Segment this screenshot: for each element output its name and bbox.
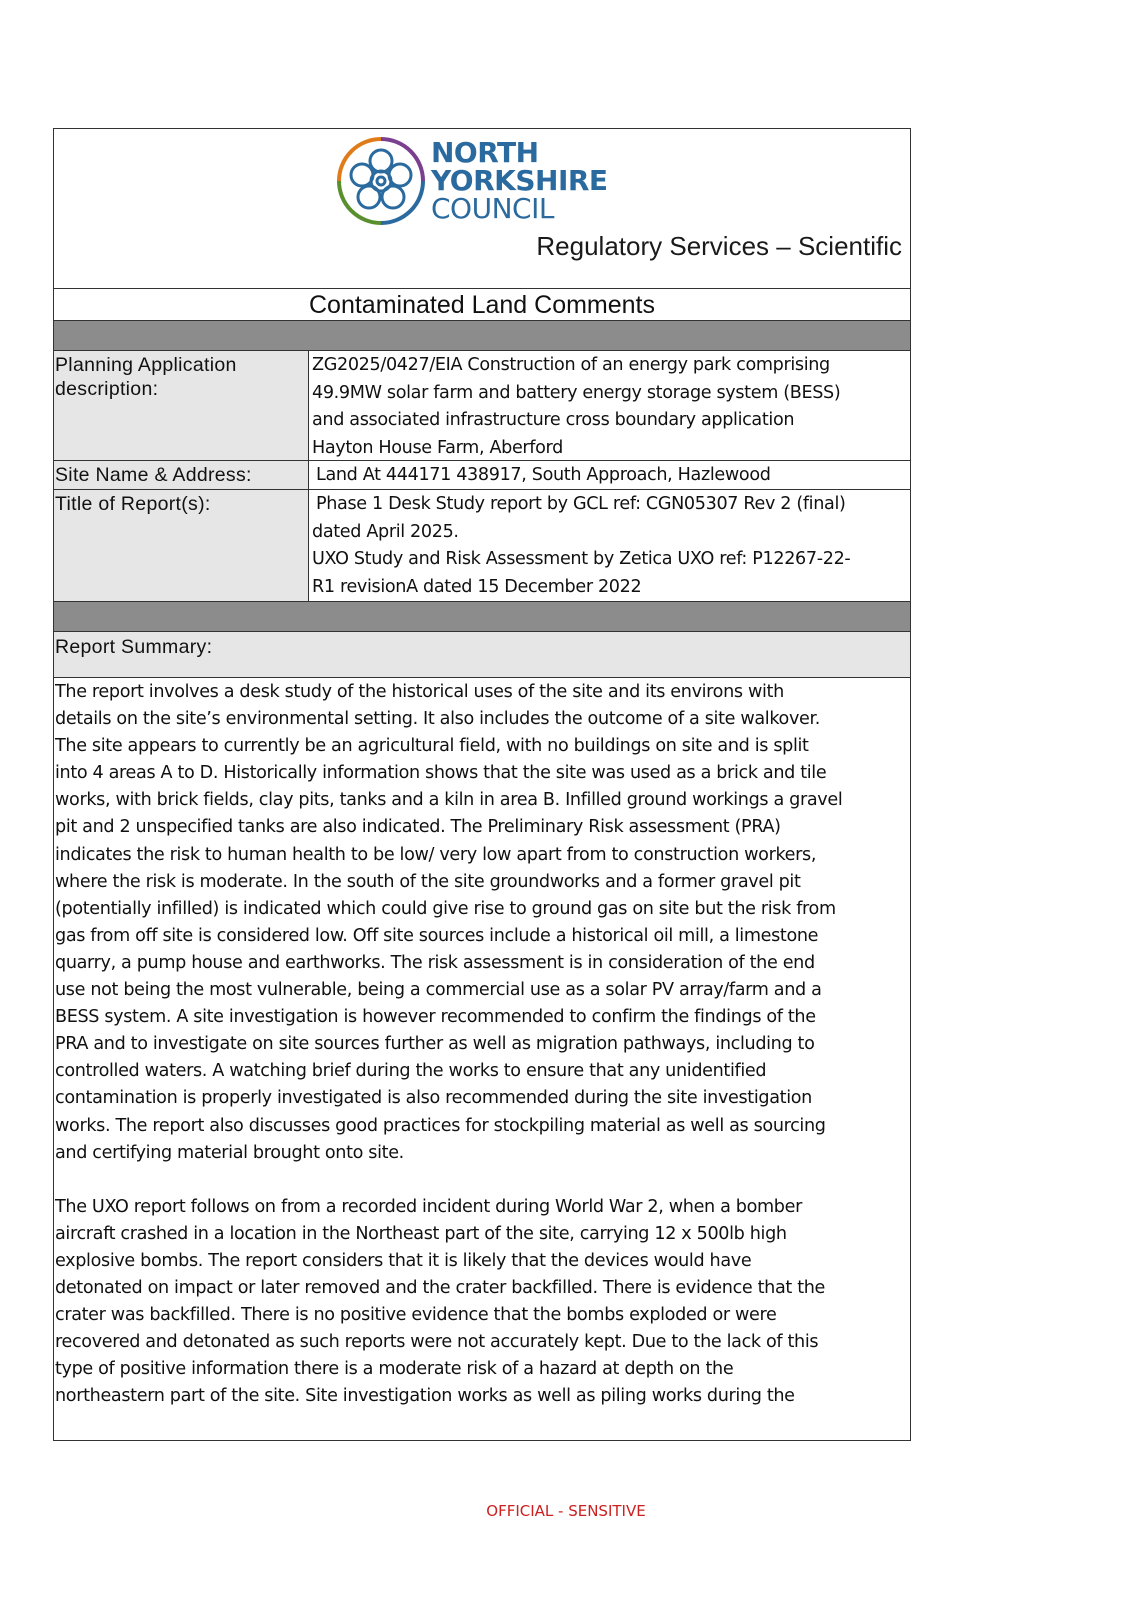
logo-line-council: COUNCIL [431,192,554,225]
form-title-row [54,288,910,321]
text-line: details on the site’s environmental setting. It also includes the outcome of a site walkover. [55,709,821,730]
report-summary-label: Report Summary: [55,636,213,658]
text-line: works, with brick fields, clay pits, tanks and a kiln in area B. Infilled ground workings a gravel [55,790,843,811]
site-name-label: Site Name & Address: [54,461,309,489]
text-line: The site appears to currently be an agricultural field, with no buildings on site and is split [55,736,809,757]
planning-application-value [309,351,910,460]
department-title: Regulatory Services – Scientific [536,231,902,261]
text-line: indicates the risk to human health to be low/ very low apart from to construction workers, [55,844,817,865]
text-line: and certifying material brought onto site. [55,1142,404,1163]
text-line: contamination is properly investigated is also recommended during the site investigation [55,1088,812,1109]
planning-application-row [54,351,910,461]
text-line: use not being the most vulnerable, being a commercial use as a solar PV array/farm and a [55,980,822,1001]
text-line: BESS system. A site investigation is however recommended to confirm the findings of the [55,1007,816,1028]
security-classification: OFFICIAL - SENSITIVE [486,1502,646,1520]
section-divider [54,321,910,351]
text-line: aircraft crashed in a location in the Northeast part of the site, carrying 12 x 500lb high [55,1223,787,1244]
report-summary-text [54,677,910,1410]
report-summary-label-row [54,632,910,678]
logo-line-north: NORTH [431,136,539,169]
text-line: recovered and detonated as such reports were not accurately kept. Due to the lack of this [55,1332,819,1353]
text-line: Phase 1 Desk Study report by GCL ref: CGN05307 Rev 2 (final) [316,494,846,514]
text-line: UXO Study and Risk Assessment by Zetica UXO ref: P12267-22- [312,549,851,569]
text-line: pit and 2 unspecified tanks are also indicated. The Preliminary Risk assessment (PRA) [55,817,781,838]
form-title: Contaminated Land Comments [308,291,656,319]
text-line: dated April 2025. [312,521,459,542]
planning-application-label: Planning Application description: [54,351,309,460]
section-divider [54,602,910,632]
text-line: The report involves a desk study of the historical uses of the site and its environs with [55,682,784,702]
text-line: explosive bombs. The report considers that it is likely that the devices would have [55,1250,752,1271]
text-line: detonated on impact or later removed and the crater backfilled. There is evidence that the [55,1277,826,1298]
text-line: gas from off site is considered low. Off site sources include a historical oil mill, a limestone [55,925,819,946]
paragraph-gap [55,1167,910,1194]
text-line: 49.9MW solar farm and battery energy storage system (BESS) [312,382,841,403]
report-titles-row [54,490,910,602]
text-line: crater was backfilled. There is no positive evidence that the bombs exploded or were [55,1305,777,1326]
text-line: northeastern part of the site. Site investigation works as well as piling works during the [55,1386,795,1407]
report-titles-value [309,490,910,601]
text-line: works. The report also discusses good practices for stockpiling material as well as sourcing [55,1115,826,1136]
text-line: where the risk is moderate. In the south of the site groundworks and a former gravel pit [55,871,801,892]
text-line: Hayton House Farm, Aberford [312,437,563,458]
tudor-rose-icon [337,135,425,227]
council-logo [337,135,637,227]
logo-line-yorkshire: YORKSHIRE [431,164,608,197]
text-line: and associated infrastructure cross boundary application [312,410,795,430]
report-titles-label: Title of Report(s): [54,490,309,601]
header-area [54,129,910,289]
text-line: quarry, a pump house and earthworks. The risk assessment is in consideration of the end [55,952,815,973]
logo-wordmark [431,136,608,225]
text-line: ZG2025/0427/EIA Construction of an energy park comprising [312,355,830,375]
site-name-value: Land At 444171 438917, South Approach, Hazlewood [316,465,771,485]
text-line: (potentially infilled) is indicated which could give rise to ground gas on site but the risk from [55,898,836,919]
text-line: PRA and to investigate on site sources further as well as migration pathways, including to [55,1034,815,1055]
text-line: into 4 areas A to D. Historically information shows that the site was used as a brick and tile [55,763,827,784]
comments-form [53,128,911,1441]
site-name-row [54,461,910,490]
text-line: The UXO report follows on from a recorded incident during World War 2, when a bomber [55,1196,802,1217]
text-line: R1 revisionA dated 15 December 2022 [312,576,642,597]
text-line: type of positive information there is a moderate risk of a hazard at depth on the [55,1359,734,1380]
text-line: controlled waters. A watching brief during the works to ensure that any unidentified [55,1061,767,1082]
